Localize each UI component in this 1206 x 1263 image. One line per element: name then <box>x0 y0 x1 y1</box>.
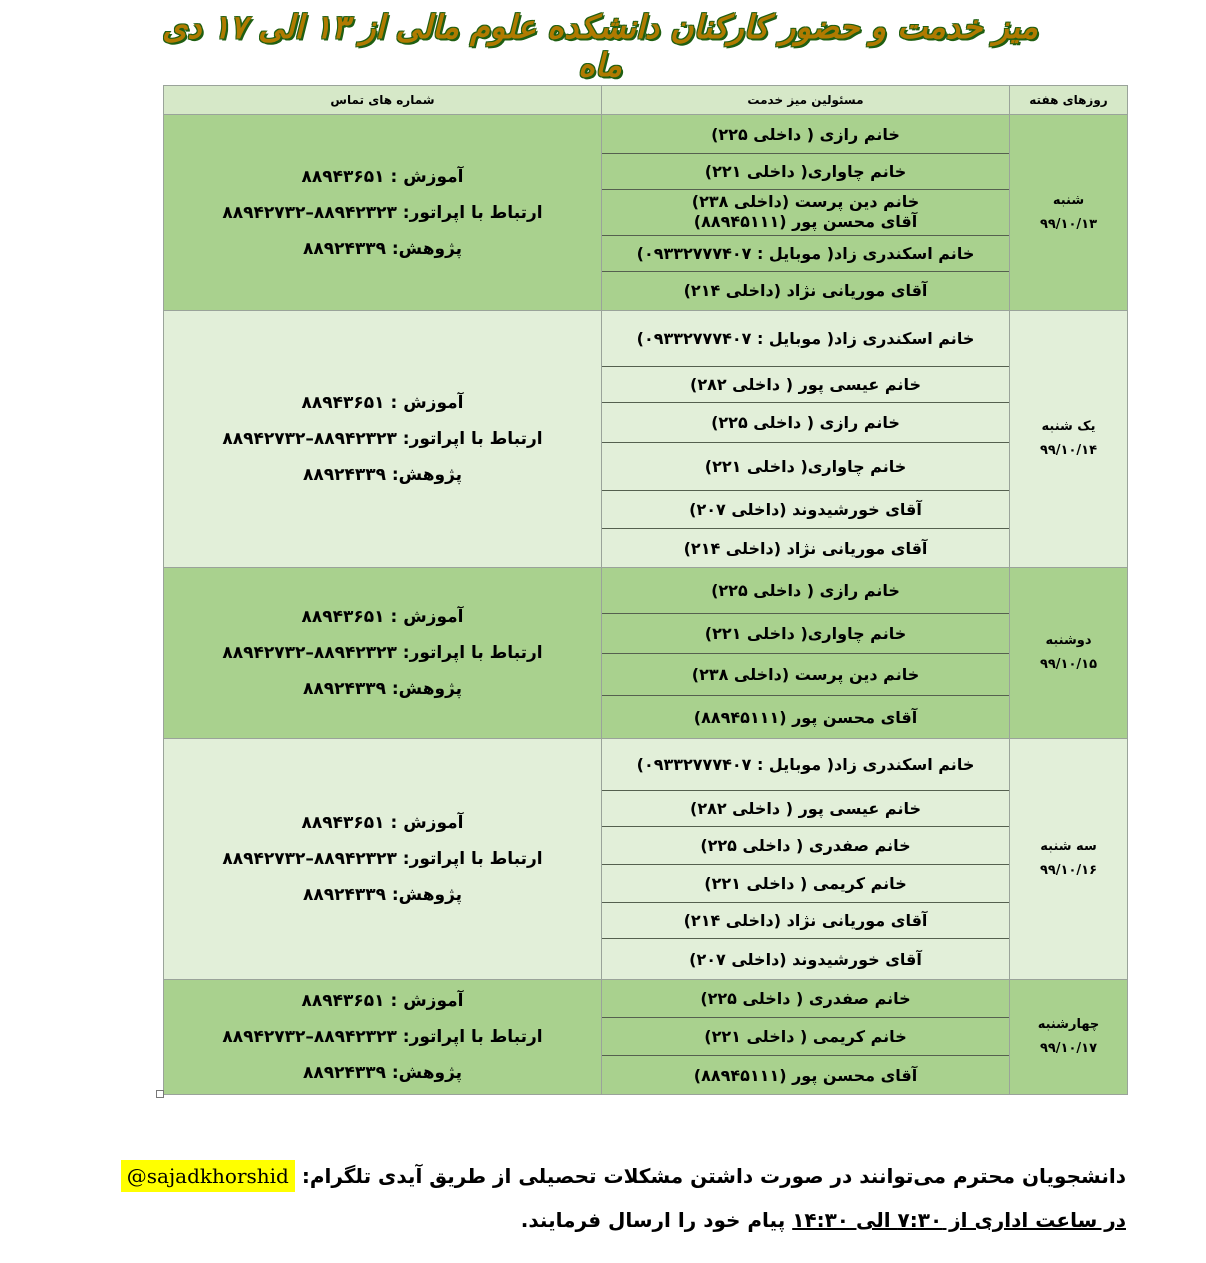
footer-text: دانشجویان محترم می‌توانند در صورت داشتن مشکلات تحصیلی از طریق آیدی تلگرام: <box>301 1164 1126 1188</box>
list-item: آقای محسن پور (۸۸۹۴۵۱۱۱) <box>693 707 918 727</box>
day-date: ۹۹/۱۰/۱۵ <box>1039 657 1098 672</box>
contact-operator: ارتباط با اپراتور: ۸۸۹۴۲۳۲۳–۸۸۹۴۲۷۳۲ <box>222 1027 543 1047</box>
contact-research: پژوهش: ۸۸۹۲۴۳۳۹ <box>302 1063 463 1083</box>
contact-research: پژوهش: ۸۸۹۲۴۳۳۹ <box>302 238 463 259</box>
responsible-cell <box>602 568 1010 739</box>
day-cell <box>1010 115 1128 311</box>
contact-edu: آموزش : ۸۸۹۴۳۶۵۱ <box>301 607 464 627</box>
footer-line-1 <box>110 1160 1126 1192</box>
responsible-cell <box>602 115 1010 311</box>
contact-cell <box>164 568 602 739</box>
day-cell <box>1010 980 1128 1095</box>
list-item: خانم عیسی پور ( داخلی ۲۸۲) <box>602 367 1009 403</box>
list-item: خانم چاواری( داخلی ۲۲۱) <box>602 154 1009 190</box>
day-cell <box>1010 568 1128 739</box>
list-item: خانم صفدری ( داخلی ۲۲۵) <box>602 980 1009 1018</box>
list-item: خانم اسکندری زاد( موبایل : ۰۹۳۳۲۷۷۷۴۰۷) <box>602 311 1009 367</box>
list-item: آقای خورشیدوند (داخلی ۲۰۷) <box>689 949 922 969</box>
schedule-table <box>163 85 1128 1095</box>
day-name: سه شنبه <box>1040 839 1097 854</box>
contact-cell <box>164 980 602 1095</box>
header-row <box>164 86 1128 115</box>
contact-cell <box>164 739 602 980</box>
list-item: خانم عیسی پور ( داخلی ۲۸۲) <box>602 791 1009 827</box>
list-item: آقای موریانی نژاد (داخلی ۲۱۴) <box>683 538 928 558</box>
day-name: شنبه <box>1052 192 1085 208</box>
day-date: ۹۹/۱۰/۱۶ <box>1039 863 1098 878</box>
telegram-id: @sajadkhorshid <box>121 1160 295 1192</box>
responsible-cell <box>602 311 1010 568</box>
list-item: خانم چاواری( داخلی ۲۲۱) <box>602 443 1009 491</box>
list-item: خانم دین پرست (داخلی ۲۳۸) <box>602 654 1009 696</box>
page-title: میز خدمت و حضور کارکنان دانشکده علوم مالی از ۱۳ الی ۱۷ دی ماه <box>162 8 1038 84</box>
contact-edu: آموزش : ۸۸۹۴۳۶۵۱ <box>301 813 464 833</box>
list-item: آقای موریانی نژاد (داخلی ۲۱۴) <box>602 903 1009 939</box>
day-date: ۹۹/۱۰/۱۳ <box>1039 216 1098 232</box>
day-cell <box>1010 739 1128 980</box>
contact-research: پژوهش: ۸۸۹۲۴۳۳۹ <box>302 465 463 485</box>
table-row <box>164 980 1128 1095</box>
day-name: چهارشنبه <box>1037 1017 1100 1032</box>
table-row <box>164 311 1128 568</box>
contact-cell <box>164 115 602 311</box>
list-item: آقای محسن پور (۸۸۹۴۵۱۱۱) <box>693 1065 918 1085</box>
table-row <box>164 739 1128 980</box>
footer-text: پیام خود را ارسال فرمایند. <box>520 1208 793 1232</box>
contact-edu: آموزش : ۸۸۹۴۳۶۵۱ <box>301 393 464 413</box>
table-resize-handle[interactable] <box>156 1090 164 1098</box>
footer-line-2 <box>110 1208 1126 1232</box>
contact-cell <box>164 311 602 568</box>
list-item: خانم اسکندری زاد( موبایل : ۰۹۳۳۲۷۷۷۴۰۷) <box>602 739 1009 791</box>
contact-research: پژوهش: ۸۸۹۲۴۳۳۹ <box>302 679 463 699</box>
day-date: ۹۹/۱۰/۱۴ <box>1039 443 1098 458</box>
contact-operator: ارتباط با اپراتور: ۸۸۹۴۲۳۲۳–۸۸۹۴۲۷۳۲ <box>222 849 543 869</box>
list-item: خانم اسکندری زاد( موبایل : ۰۹۳۳۲۷۷۷۴۰۷) <box>602 236 1009 272</box>
list-item: خانم رازی ( داخلی ۲۲۵) <box>602 116 1009 154</box>
responsible-cell <box>602 739 1010 980</box>
table-row <box>164 568 1128 739</box>
header-contact: شماره های تماس <box>164 86 602 115</box>
day-cell <box>1010 311 1128 568</box>
header-responsible: مسئولین میز خدمت <box>602 86 1010 115</box>
list-item-line: آقای محسن پور (۸۸۹۴۵۱۱۱) <box>693 212 918 231</box>
contact-operator: ارتباط با اپراتور: ۸۸۹۴۲۳۲۳–۸۸۹۴۲۷۳۲ <box>222 643 543 663</box>
contact-edu: آموزش : ۸۸۹۴۳۶۵۱ <box>301 166 464 187</box>
footer-text: در ساعت اداری از <box>942 1208 1126 1232</box>
list-item: خانم چاواری( داخلی ۲۲۱) <box>602 614 1009 654</box>
list-item: خانم کریمی ( داخلی ۲۲۱) <box>602 1018 1009 1056</box>
contact-research: پژوهش: ۸۸۹۲۴۳۳۹ <box>302 885 463 905</box>
day-name: دوشنبه <box>1045 633 1092 648</box>
table-row <box>164 115 1128 311</box>
list-item: خانم صفدری ( داخلی ۲۲۵) <box>602 827 1009 865</box>
list-item: آقای موریانی نژاد (داخلی ۲۱۴) <box>683 281 928 300</box>
list-item: آقای خورشیدوند (داخلی ۲۰۷) <box>602 491 1009 529</box>
office-hours: ۷:۳۰ الی ۱۴:۳۰ <box>792 1208 943 1232</box>
responsible-cell <box>602 980 1010 1095</box>
day-name: یک شنبه <box>1041 419 1096 434</box>
list-item <box>602 190 1009 236</box>
list-item: خانم کریمی ( داخلی ۲۲۱) <box>602 865 1009 903</box>
list-item-line: خانم دین پرست (داخلی ۲۳۸) <box>691 192 920 211</box>
contact-operator: ارتباط با اپراتور: ۸۸۹۴۲۳۲۳–۸۸۹۴۲۷۳۲ <box>222 202 543 223</box>
contact-operator: ارتباط با اپراتور: ۸۸۹۴۲۳۲۳–۸۸۹۴۲۷۳۲ <box>222 429 543 449</box>
list-item: خانم رازی ( داخلی ۲۲۵) <box>602 403 1009 443</box>
contact-edu: آموزش : ۸۸۹۴۳۶۵۱ <box>301 991 464 1011</box>
day-date: ۹۹/۱۰/۱۷ <box>1039 1041 1098 1056</box>
list-item: خانم رازی ( داخلی ۲۲۵) <box>602 568 1009 614</box>
header-day: روزهای هفته <box>1010 86 1128 115</box>
